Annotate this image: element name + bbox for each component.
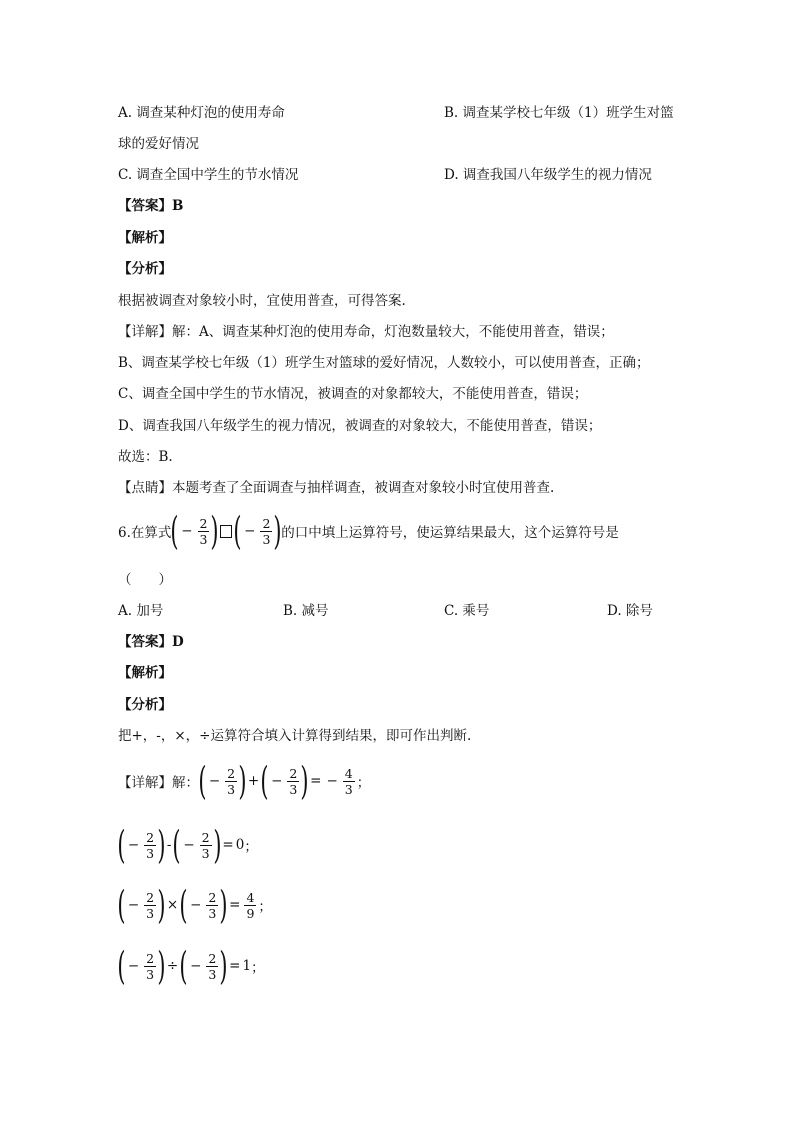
q6-eq-subtraction [117,823,258,867]
result-value: 0 [235,837,245,853]
right-paren: ) [219,883,228,927]
fraction: $\frac{2}{3}$ [208,889,217,921]
right-paren: ) [157,883,166,927]
q6-analysis-heading: 【解析】 [118,665,172,681]
q5-fenxi-text: 根据被调查对象较小时，宜使用普查，可得答案. [118,293,406,309]
result-fraction: $\frac{4}{9}$ [246,889,255,921]
fraction: $\frac{2}{3}$ [146,829,155,861]
fraction: $\frac{2}{3}$ [208,950,217,982]
right-paren: ) [157,944,166,988]
q6-detail-prefix: 【详解】解： [118,775,199,791]
right-paren: ) [219,944,228,988]
q5-option-c: C. 调查全国中学生的节水情况 [118,167,299,183]
q6-option-b: B. 减号 [283,603,329,619]
left-paren: ( [117,883,126,927]
q5-answer: 【答案】B [118,198,184,214]
minus-sign: − [127,897,140,913]
q6-eq-division [117,944,265,988]
minus-sign: − [127,837,140,853]
q5-option-a: A. 调查某种灯泡的使用寿命 [118,105,285,121]
plus-sign: + [247,773,260,789]
q5-option-b: B. 调查某学校七年级（1）班学生对篮 [444,105,674,121]
q5-fenxi-heading: 【分析】 [118,261,172,277]
q6-stem-rest: 的口中填上运算符号，使运算结果最大，这个运算符号是 [281,525,619,541]
left-paren: ( [179,944,188,988]
q5-detail-b: B、调查某学校七年级（1）班学生对篮球的爱好情况，人数较小，可以使用普查，正确； [118,355,650,371]
minus-sign: − [127,958,140,974]
q5-option-b-continued: 球的爱好情况 [118,136,199,152]
right-paren: ) [212,823,222,867]
q6-eq-multiplication [117,883,272,927]
equals-sign: = [229,897,241,913]
q5-analysis-heading: 【解析】 [118,230,172,246]
result-value: 1 [242,958,252,974]
q6-paren-blank: （ ） [118,572,172,588]
divide-sign: ÷ [166,958,179,974]
minus-sign: − [190,897,202,913]
left-paren: ( [198,759,207,803]
minus-sign: − [244,523,256,539]
left-paren: ( [170,509,179,553]
semicolon: ； [251,960,265,976]
equals-sign: = [222,837,234,853]
minus-sign: − [181,523,193,539]
right-paren: ) [157,823,166,867]
q6-option-a: A. 加号 [118,603,164,619]
left-paren: ( [260,759,269,803]
minus-sign: − [190,958,202,974]
fraction: $\frac{2}{3}$ [289,765,298,797]
q5-option-d: D. 调查我国八年级学生的视力情况 [444,167,652,183]
semicolon: ； [244,839,258,855]
q5-detail-c: C、调查全国中学生的节水情况，被调查的对象都较大，不能使用普查，错误； [118,386,588,402]
q6-eq-addition [118,759,371,803]
fraction: $\frac{2}{3}$ [227,765,236,797]
fraction: $\frac{2}{3}$ [262,515,271,547]
left-paren: ( [117,944,126,988]
minus-sign: − [326,773,338,789]
semicolon: ； [258,899,272,915]
q5-choice: 故选：B. [118,449,173,465]
q6-option-d: D. 除号 [607,603,653,619]
minus-sign: − [271,773,283,789]
blank-box [220,525,232,538]
q6-number: 6.在算式 [118,525,172,541]
q6-answer: 【答案】D [118,634,184,650]
right-paren: ) [210,509,219,553]
left-paren: ( [117,823,126,867]
q6-option-c: C. 乘号 [444,603,490,619]
q5-detail-a: 【详解】解：A、调查某种灯泡的使用寿命，灯泡数量较大，不能使用普查，错误； [118,324,614,340]
q6-stem [118,509,619,553]
fraction: $\frac{2}{3}$ [201,829,210,861]
minus-operator: - [166,837,172,853]
equals-sign: = [229,958,241,974]
left-paren: ( [179,883,188,927]
semicolon: ； [356,775,371,791]
right-paren: ) [273,509,282,553]
left-paren: ( [172,823,181,867]
minus-sign: − [183,837,195,853]
q5-comment: 【点睛】本题考查了全面调查与抽样调查，被调查对象较小时宜使用普查. [118,480,555,496]
minus-sign: − [208,773,221,789]
left-paren: ( [233,509,242,553]
q6-fenxi-text: 把+，-，×，÷运算符合填入计算得到结果，即可作出判断. [118,728,472,744]
fraction: $\frac{2}{3}$ [199,515,208,547]
result-fraction: $\frac{4}{3}$ [344,765,353,797]
q6-fenxi-heading: 【分析】 [118,697,172,713]
q5-detail-d: D、调查我国八年级学生的视力情况，被调查的对象较大，不能使用普查，错误； [118,418,602,434]
equals-sign: = [310,773,322,789]
fraction: $\frac{2}{3}$ [146,950,155,982]
right-paren: ) [300,759,309,803]
times-sign: × [166,897,179,913]
right-paren: ) [238,759,247,803]
fraction: $\frac{2}{3}$ [146,889,155,921]
